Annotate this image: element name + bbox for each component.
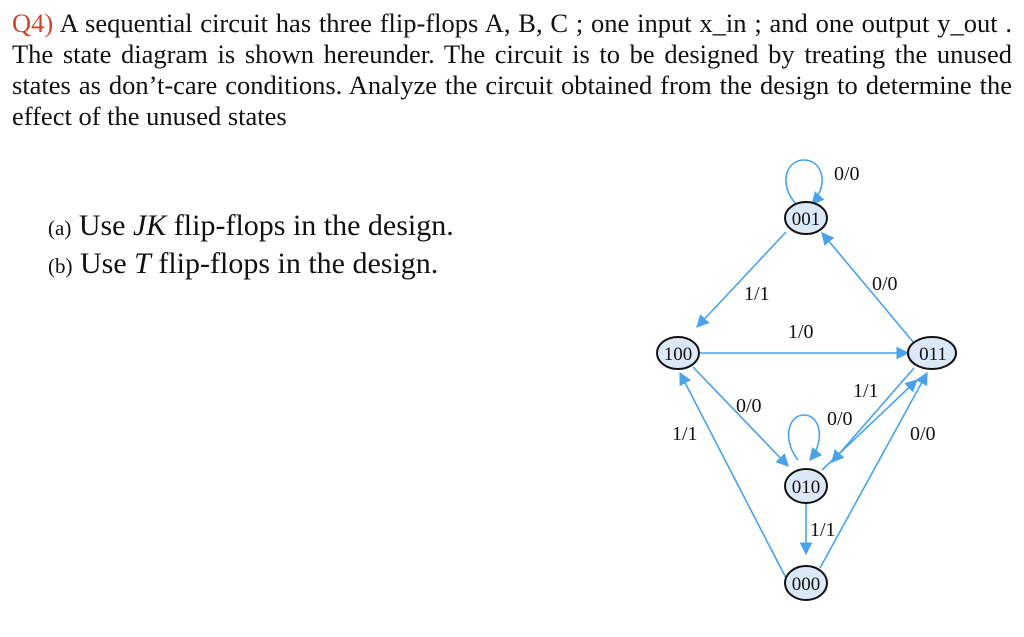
- part-a-em: JK: [132, 209, 167, 242]
- question-body: A sequential circuit has three flip-flops A, B, C ; one input x_in ; and one output y_out . The state diagram is shown hereunder. The circuit is to be designed by treating the unused states as don’t-care conditions. Analyze the circuit obtained from the design to determine the effect of the unused states: [12, 8, 1012, 131]
- part-b-label: (b): [48, 254, 73, 278]
- edge-label-100-010: 0/0: [736, 395, 762, 417]
- edge-label-001-self: 0/0: [834, 163, 860, 185]
- part-a-label: (a): [48, 216, 72, 240]
- edge-label-000-011: 0/0: [910, 423, 936, 445]
- edge-001-to-100: [697, 232, 786, 327]
- state-label-011: 011: [919, 344, 947, 365]
- edge-self-loop-001: [786, 160, 822, 204]
- state-label-010: 010: [791, 477, 821, 498]
- state-label-100: 100: [663, 344, 693, 365]
- edge-000-to-011: [820, 373, 927, 568]
- edge-label-010-000: 1/1: [810, 519, 836, 541]
- part-a-post: flip-flops in the design.: [166, 209, 454, 242]
- edge-label-000-100: 1/1: [672, 423, 698, 445]
- edge-000-to-100: [680, 373, 786, 578]
- state-label-000: 000: [791, 574, 821, 595]
- part-b-em: T: [134, 247, 151, 280]
- part-b-post: flip-flops in the design.: [150, 247, 439, 280]
- edge-011-to-001: [822, 233, 914, 343]
- edge-self-loop-010: [789, 415, 820, 460]
- part-b-pre: Use: [80, 247, 135, 280]
- edge-label-011-010: 0/0: [827, 408, 853, 430]
- state-label-001: 001: [791, 209, 821, 230]
- edge-label-010-011: 1/1: [853, 380, 879, 402]
- edge-label-011-001: 0/0: [872, 273, 898, 295]
- edge-label-001-100: 1/1: [744, 283, 770, 305]
- question-label: Q4): [12, 8, 54, 38]
- part-a-pre: Use: [78, 209, 133, 242]
- edge-label-100-011: 1/0: [788, 321, 814, 343]
- edge-label-010-self: 0/0: [0, 0, 2, 1]
